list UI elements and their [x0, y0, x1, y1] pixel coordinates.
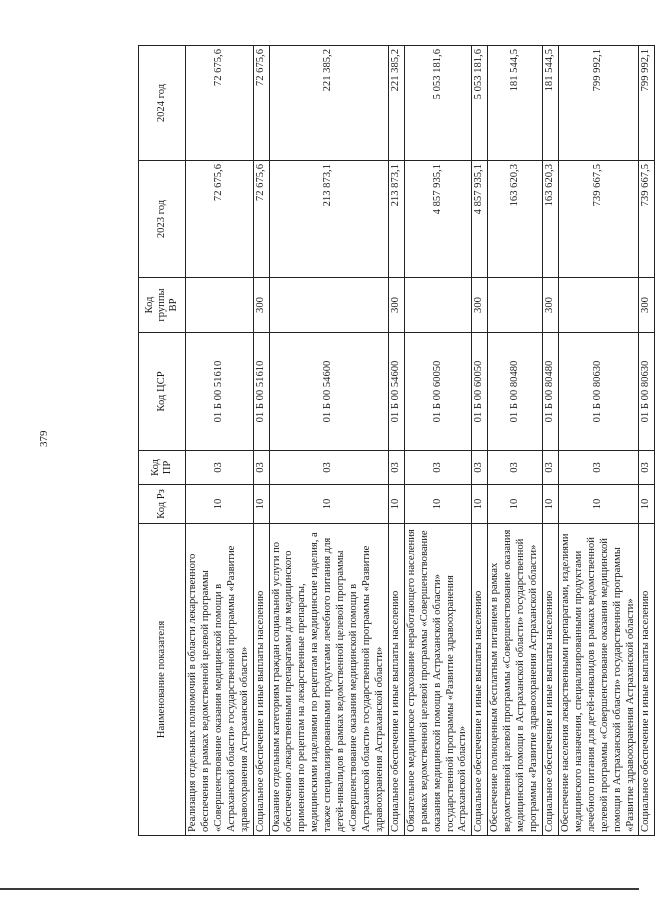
table-row [472, 46, 488, 836]
cell-vr-group-code: 300 [388, 278, 404, 333]
cell-amount-2023: 72 675,6 [253, 161, 269, 278]
table-header-row [139, 46, 186, 836]
page-number: 379 [38, 430, 50, 447]
cell-rz-code: 10 [639, 485, 655, 524]
cell-rz-code: 10 [558, 485, 639, 524]
cell-rz-code: 10 [253, 485, 269, 524]
cell-amount-2023: 4 857 935,1 [472, 161, 488, 278]
cell-indicator-name: Обеспечение населения лекарственными препаратами, изделиями медицинского назначения, специализированными продуктами лечебного питания для детей-инвалидов в рамках ведомственной целевой программы «Совершенствование оказания медицинской помощи в Астраханской области» государственной программы «Развитие здравоохранения Астраханской области» [558, 524, 639, 836]
cell-indicator-name: Социальное обеспечение и иные выплаты населению [388, 524, 404, 836]
cell-csr-code: 01 Б 00 80630 [639, 333, 655, 451]
table-row [186, 46, 254, 836]
header-vr-group-code: Код группы ВР [139, 278, 186, 333]
cell-vr-group-code: 300 [472, 278, 488, 333]
header-rz-code: Код Рз [139, 485, 186, 524]
cell-vr-group-code [404, 278, 472, 333]
cell-csr-code: 01 Б 00 54600 [388, 333, 404, 451]
cell-amount-2024: 221 385,2 [388, 46, 404, 161]
cell-vr-group-code: 300 [542, 278, 558, 333]
cell-amount-2023: 72 675,6 [186, 161, 254, 278]
cell-pr-code: 03 [388, 451, 404, 485]
cell-amount-2024: 72 675,6 [186, 46, 254, 161]
cell-amount-2024: 221 385,2 [269, 46, 388, 161]
cell-rz-code: 10 [186, 485, 254, 524]
cell-rz-code: 10 [542, 485, 558, 524]
cell-pr-code: 03 [639, 451, 655, 485]
cell-rz-code: 10 [404, 485, 472, 524]
cell-amount-2023: 213 873,1 [388, 161, 404, 278]
cell-csr-code: 01 Б 00 51610 [186, 333, 254, 451]
cell-rz-code: 10 [388, 485, 404, 524]
table-row [388, 46, 404, 836]
cell-vr-group-code: 300 [639, 278, 655, 333]
cell-amount-2024: 5 053 181,6 [472, 46, 488, 161]
table-row [404, 46, 472, 836]
cell-pr-code: 03 [542, 451, 558, 485]
table-row [639, 46, 655, 836]
cell-vr-group-code [488, 278, 543, 333]
cell-pr-code: 03 [404, 451, 472, 485]
cell-amount-2024: 5 053 181,6 [404, 46, 472, 161]
table-row [488, 46, 543, 836]
header-pr-code: Код ПР [139, 451, 186, 485]
cell-amount-2023: 163 620,3 [488, 161, 543, 278]
budget-table [138, 45, 655, 836]
header-indicator-name: Наименование показателя [139, 524, 186, 836]
table-row [269, 46, 388, 836]
cell-amount-2023: 213 873,1 [269, 161, 388, 278]
cell-amount-2024: 799 992,1 [639, 46, 655, 161]
cell-pr-code: 03 [269, 451, 388, 485]
cell-pr-code: 03 [558, 451, 639, 485]
header-2024: 2024 год [139, 46, 186, 161]
cell-indicator-name: Социальное обеспечение и иные выплаты населению [639, 524, 655, 836]
cell-indicator-name: Обеспечение полноценным бесплатным питанием в рамках ведомственной целевой программы «Совершенствование оказания медицинской помощи в Астраханской области» государственной программы «Развитие здравоохранения Астраханской области» [488, 524, 543, 836]
cell-amount-2023: 4 857 935,1 [404, 161, 472, 278]
cell-indicator-name: Реализация отдельных полномочий в области лекарственного обеспечения в рамках ведомственной целевой программы «Совершенствование оказания медицинской помощи в Астраханской области» государственной программы «Развитие здравоохранения Астраханской области» [186, 524, 254, 836]
cell-csr-code: 01 Б 00 54600 [269, 333, 388, 451]
cell-csr-code: 01 Б 00 60050 [472, 333, 488, 451]
cell-csr-code: 01 Б 00 80480 [542, 333, 558, 451]
header-csr-code: Код ЦСР [139, 333, 186, 451]
cell-amount-2023: 739 667,5 [639, 161, 655, 278]
cell-amount-2023: 163 620,3 [542, 161, 558, 278]
cell-vr-group-code [269, 278, 388, 333]
cell-pr-code: 03 [472, 451, 488, 485]
cell-vr-group-code [186, 278, 254, 333]
table-row [542, 46, 558, 836]
cell-pr-code: 03 [488, 451, 543, 485]
cell-indicator-name: Социальное обеспечение и иные выплаты населению [472, 524, 488, 836]
cell-indicator-name: Обязательное медицинское страхование неработающего населения в рамках ведомственной целевой программы «Совершенствование оказания медицинской помощи в Астраханской области» государственной программы «Развитие здравоохранения Астраханской области» [404, 524, 472, 836]
cell-rz-code: 10 [472, 485, 488, 524]
cell-csr-code: 01 Б 00 80630 [558, 333, 639, 451]
table-row [253, 46, 269, 836]
rotated-page-content [138, 46, 655, 836]
cell-rz-code: 10 [488, 485, 543, 524]
cell-amount-2024: 181 544,5 [542, 46, 558, 161]
cell-rz-code: 10 [269, 485, 388, 524]
header-2023: 2023 год [139, 161, 186, 278]
cell-csr-code: 01 Б 00 51610 [253, 333, 269, 451]
cell-amount-2024: 72 675,6 [253, 46, 269, 161]
cell-vr-group-code: 300 [253, 278, 269, 333]
cell-amount-2024: 799 992,1 [558, 46, 639, 161]
cell-csr-code: 01 Б 00 80480 [488, 333, 543, 451]
cell-amount-2024: 181 544,5 [488, 46, 543, 161]
cell-indicator-name: Социальное обеспечение и иные выплаты населению [542, 524, 558, 836]
cell-pr-code: 03 [253, 451, 269, 485]
cell-amount-2023: 739 667,5 [558, 161, 639, 278]
cell-csr-code: 01 Б 00 60050 [404, 333, 472, 451]
cell-pr-code: 03 [186, 451, 254, 485]
cell-vr-group-code [558, 278, 639, 333]
table-row [558, 46, 639, 836]
cell-indicator-name: Оказание отдельным категориям граждан социальной услуги по обеспечению лекарственными препаратами для медицинского применения по рецептам на лекарственные препараты, медицинскими изделиями по рецептам на медицинские изделия, а также специализированными продуктами лечебного питания для детей-инвалидов в рамках ведомственной целевой программы «Совершенствование оказания медицинской помощи в Астраханской области» государственной программы «Развитие здравоохранения Астраханской области» [269, 524, 388, 836]
scan-edge-line [0, 888, 639, 890]
cell-indicator-name: Социальное обеспечение и иные выплаты населению [253, 524, 269, 836]
